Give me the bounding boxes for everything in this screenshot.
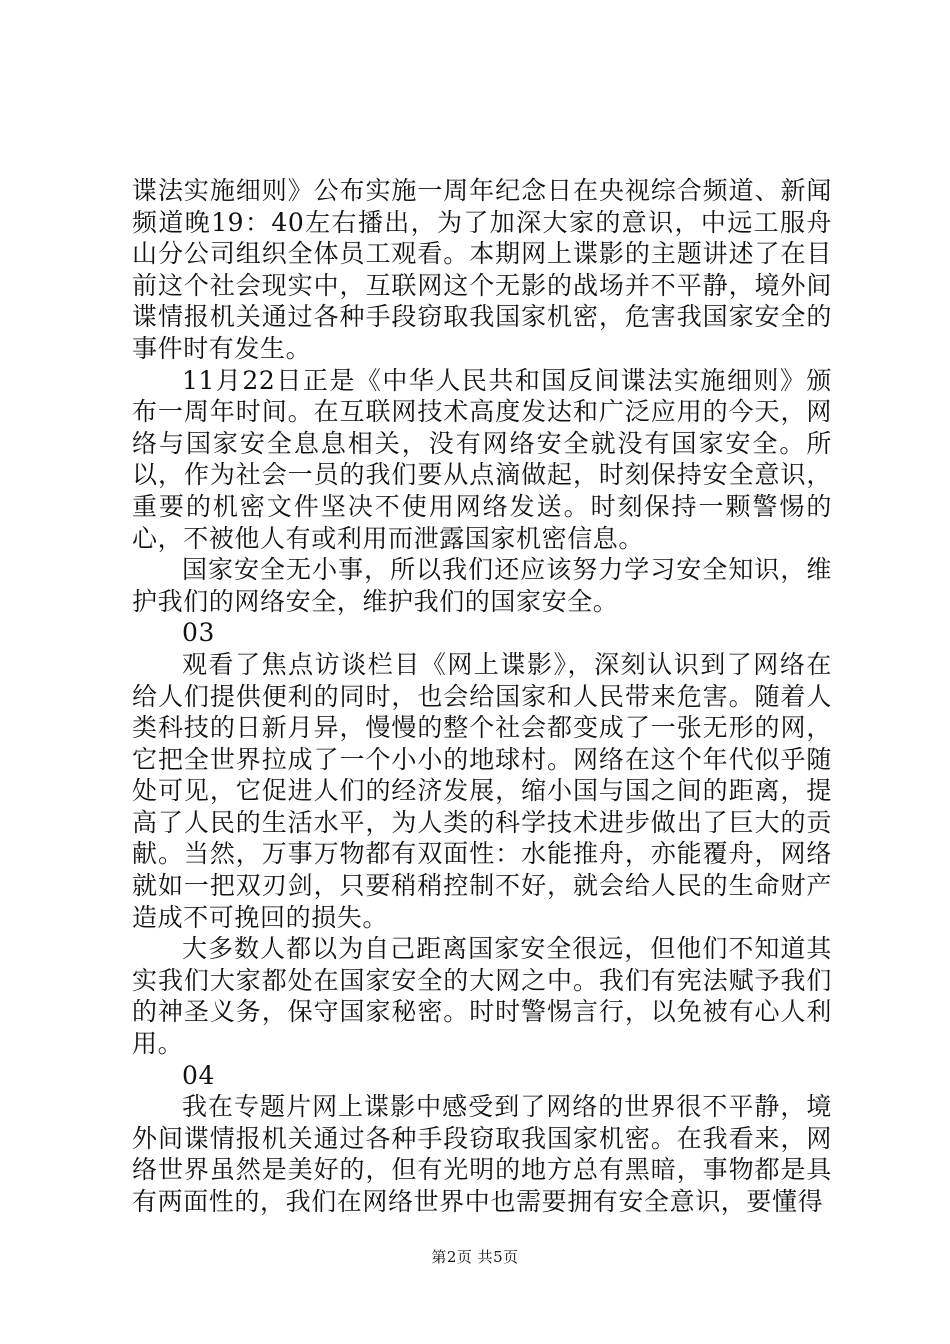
- section-number-03: 03: [182, 618, 216, 648]
- paragraph-nov22: 11月22日正是《中华人民共和国反间谍法实施细则》颁布一周年时间。在互联网技术高度发达和广泛应用的今天，网络与国家安全息息相关，没有网络安全就没有国家安全。所以，作为社会一员的我们要从点滴做起，时刻保持安全意识，重要的机密文件坚决不使用网络发送。时刻保持一颗警惕的心，不被他人有或利用而泄露国家机密信息。: [132, 365, 832, 553]
- paragraph-continuation: 谍法实施细则》公布实施一周年纪念日在央视综合频道、新闻频道晚19：40左右播出，为了加深大家的意识，中远工服舟山分公司组织全体员工观看。本期网上谍影的主题讲述了在目前这个社会现实中，互联网这个无影的战场并不平静，境外间谍情报机关通过各种手段窃取我国家机密，危害我国家安全的事件时有发生。: [132, 176, 832, 363]
- document-body: [132, 175, 832, 1218]
- paragraph-focus-interview: 观看了焦点访谈栏目《网上谍影》，深刻认识到了网络在给人们提供便利的同时，也会给国家和人民带来危害。随着人类科技的日新月异，慢慢的整个社会都变成了一张无形的网，它把全世界拉成了一个小小的地球村。网络在这个年代似乎随处可见，它促进人们的经济发展，缩小国与国之间的距离，提高了人民的生活水平，为人类的科学技术进步做出了巨大的贡献。当然，万事万物都有双面性：水能推舟，亦能覆舟，网络就如一把双刃剑，只要稍稍控制不好，就会给人民的生命财产造成不可挽回的损失。: [132, 649, 832, 932]
- paragraph-majority: 大多数人都以为自己距离国家安全很远，但他们不知道其实我们大家都处在国家安全的大网之中。我们有宪法赋予我们的神圣义务，保守国家秘密。时时警惕言行，以免被有心人利用。: [132, 934, 832, 1059]
- paragraph-national-security: 国家安全无小事，所以我们还应该努力学习安全知识，维护我们的网络安全，维护我们的国家安全。: [132, 555, 832, 616]
- paragraph-documentary: 我在专题片网上谍影中感受到了网络的世界很不平静，境外间谍情报机关通过各种手段窃取我国家机密。在我看来，网络世界虽然是美好的，但有光明的地方总有黑暗，事物都是具有两面性的，我们在网络世界中也需要拥有安全意识，要懂得: [132, 1092, 832, 1216]
- page-footer: 第2页 共5页: [431, 1248, 519, 1266]
- section-number-04: 04: [182, 1060, 216, 1090]
